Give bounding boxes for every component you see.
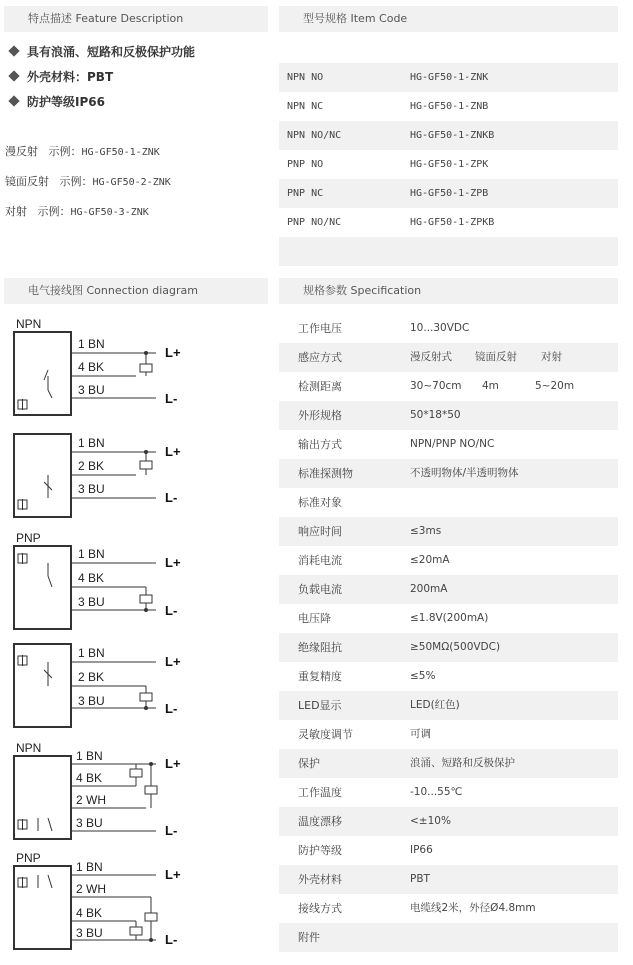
table-row: 工作电压 10...30VDC — [298, 322, 470, 335]
plus-terminal: L+ — [165, 867, 181, 882]
table-row: 重复精度 ≤5% — [298, 670, 436, 683]
table-row: LED显示 LED(红色) — [279, 691, 618, 720]
wire-label: 1 BN — [78, 436, 105, 450]
table-row: NPN NO/NC HG-GF50-1-ZNKB — [279, 121, 618, 150]
minus-terminal: L- — [165, 490, 178, 505]
spec-header: 规格参数 Specification — [279, 278, 618, 304]
wire-label: 1 BN — [76, 749, 103, 763]
table-row: 外壳材料 PBT — [279, 865, 618, 894]
wire-label: 2 WH — [76, 882, 106, 896]
junction-dots — [144, 351, 153, 942]
feature-item: 外壳材料：PBT — [10, 68, 113, 85]
example-line: 对射 示例：HG-GF50-3-ZNK — [5, 205, 149, 218]
diamond-bullet-icon — [8, 70, 19, 81]
wire-label: 2 BK — [78, 459, 105, 473]
pnp-label: PNP — [16, 531, 41, 545]
table-row: 温度漂移 <±10% — [279, 807, 618, 836]
plus-terminal: L+ — [165, 555, 181, 570]
feature-item: 防护等级IP66 — [10, 93, 105, 110]
table-row: 标准对象 — [298, 496, 342, 509]
minus-terminal: L- — [165, 823, 178, 838]
table-row: 检测距离 30~70cm 4m 5~20m — [298, 380, 575, 393]
feature-item: 具有浪涌、短路和反极保护功能 — [10, 43, 195, 60]
item-code-header: 型号规格 Item Code — [279, 6, 618, 32]
plus-terminal: L+ — [165, 444, 181, 459]
item-code-table — [279, 63, 618, 266]
table-row — [279, 237, 618, 266]
table-row: 工作温度 -10...55℃ — [298, 786, 463, 799]
table-row: 电压降 ≤1.8V(200mA) — [298, 612, 489, 625]
table-row: PNP NO HG-GF50-1-ZPK — [287, 159, 489, 170]
wire-label: 4 BK — [76, 906, 103, 920]
diamond-bullet-icon — [8, 45, 19, 56]
wire-label: 3 BU — [76, 926, 103, 940]
table-row: NPN NC HG-GF50-1-ZNB — [287, 101, 489, 112]
table-row: 防护等级 IP66 — [298, 844, 433, 857]
table-row: 感应方式 漫反射式 镜面反射 对射 — [279, 343, 618, 372]
wire-label: 4 BK — [78, 360, 105, 374]
spec-table — [279, 314, 618, 952]
minus-terminal: L- — [165, 932, 178, 947]
connection-header: 电气接线图 Connection diagram — [4, 278, 268, 304]
wire-label: 4 BK — [76, 771, 103, 785]
wire-label: 1 BN — [78, 547, 105, 561]
npn-label: NPN — [16, 741, 42, 755]
table-row: 附件 — [279, 923, 618, 952]
wire-label: 3 BU — [78, 694, 105, 708]
wire-label: 1 BN — [78, 646, 105, 660]
pnp-label: PNP — [16, 851, 41, 865]
minus-terminal: L- — [165, 603, 178, 618]
table-row: 保护 浪涌、短路和反极保护 — [279, 749, 618, 778]
plus-terminal: L+ — [165, 345, 181, 360]
wire-label: 3 BU — [78, 482, 105, 496]
table-row: 灵敏度调节 可调 — [298, 728, 431, 741]
npn-label: NPN — [16, 317, 42, 331]
minus-terminal: L- — [165, 391, 178, 406]
wire-label: 1 BN — [76, 860, 103, 874]
wire-label: 3 BU — [76, 816, 103, 830]
table-row: 标准探测物 不透明物体/半透明物体 — [279, 459, 618, 488]
example-line: 镜面反射 示例：HG-GF50-2-ZNK — [5, 175, 171, 188]
table-row: PNP NC HG-GF50-1-ZPB — [279, 179, 618, 208]
wire-label: 3 BU — [78, 383, 105, 397]
minus-terminal: L- — [165, 701, 178, 716]
wire-label: 2 WH — [76, 793, 106, 807]
table-row: 负载电流 200mA — [279, 575, 618, 604]
table-row: 输出方式 NPN/PNP NO/NC — [298, 438, 495, 451]
table-row: 外形规格 50*18*50 — [279, 401, 618, 430]
connection-diagram — [8, 310, 200, 960]
table-row: 绝缘阻抗 ≥50MΩ(500VDC) — [279, 633, 618, 662]
wire-label: 2 BK — [78, 670, 105, 684]
plus-terminal: L+ — [165, 756, 181, 771]
table-row: 响应时间 ≤3ms — [279, 517, 618, 546]
example-line: 漫反射 示例：HG-GF50-1-ZNK — [5, 145, 160, 158]
table-row: PNP NO/NC HG-GF50-1-ZPKB — [287, 217, 495, 228]
table-row: NPN NO HG-GF50-1-ZNK — [279, 63, 618, 92]
feature-header: 特点描述 Feature Description — [4, 6, 268, 32]
wire-label: 3 BU — [78, 595, 105, 609]
wire-label: 1 BN — [78, 337, 105, 351]
table-row: 消耗电流 ≤20mA — [298, 554, 450, 567]
wire-label: 4 BK — [78, 571, 105, 585]
plus-terminal: L+ — [165, 654, 181, 669]
table-row: 接线方式 电缆线2米，外径Ø4.8mm — [298, 902, 536, 915]
diamond-bullet-icon — [8, 95, 19, 106]
